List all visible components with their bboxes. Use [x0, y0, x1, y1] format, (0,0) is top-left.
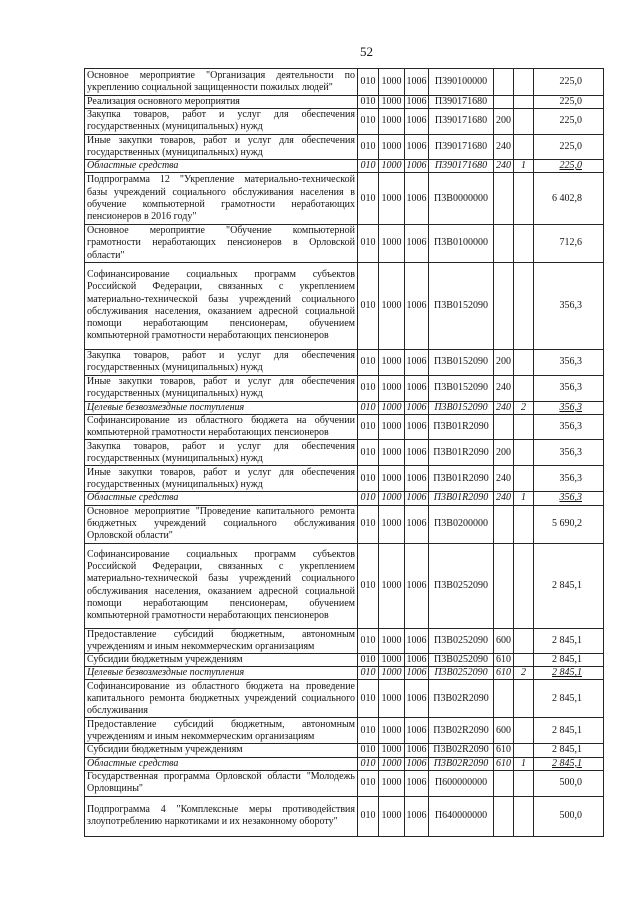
table-row: [85, 505, 604, 543]
funding-source-code: [514, 770, 534, 796]
amount-value: 712,6: [534, 225, 604, 263]
expense-type-code: 610: [494, 757, 514, 770]
row-description: Областные средства: [85, 757, 358, 770]
section-code: 1000: [379, 796, 405, 836]
row-description: Основное мероприятие "Обучение компьютерной грамотности неработающих пенсионеров в Орловской области": [85, 225, 358, 263]
amount-value: 2 845,1: [534, 628, 604, 653]
section-code: 1000: [379, 225, 405, 263]
target-article-code: П390171680: [429, 134, 494, 159]
ministry-code: 010: [358, 505, 379, 543]
subsection-code: 1006: [405, 543, 429, 628]
section-code: 1000: [379, 680, 405, 718]
subsection-code: 1006: [406, 492, 427, 504]
ministry-code: 010: [358, 173, 379, 225]
funding-source-code: [514, 96, 534, 109]
ministry-code: 010: [358, 375, 379, 401]
funding-source-code: [514, 543, 534, 628]
expense-type-code: [494, 225, 514, 263]
row-description: Предоставление субсидий бюджетным, автономным учреждениям и иным некоммерческим организациям: [85, 628, 358, 653]
table-row: [85, 415, 604, 440]
ministry-code: 010: [358, 134, 379, 159]
subsection-code: 1006: [405, 375, 429, 401]
amount-value: 356,3: [534, 415, 604, 440]
funding-source-code: [514, 134, 534, 159]
funding-source-code: [514, 375, 534, 401]
expense-type-code: 240: [494, 466, 514, 492]
expense-type-code: 240: [494, 401, 514, 414]
ministry-code: 010: [358, 401, 379, 414]
subsection-code: 1006: [406, 654, 427, 666]
ministry-code: 010: [358, 160, 379, 173]
expense-type-code: [494, 770, 514, 796]
row-description: Субсидии бюджетным учреждениям: [85, 744, 358, 757]
target-article-code: П600000000: [429, 770, 494, 796]
amount-value: 2 845,1: [534, 680, 604, 718]
amount-value: 2 845,1: [534, 757, 604, 770]
funding-source-code: [514, 744, 534, 757]
row-description: Софинансирование социальных программ субъектов Российской Федерации, связанных с укреплением материально-технической базы учреждений социального обслуживания населения, оказанием адресной социальной помощи неработающим пенсионерам, обучением компьютерной грамотности неработающих пенсионеров: [85, 262, 358, 349]
target-article-code: П3В01R2090: [429, 466, 494, 492]
expense-type-code: [494, 505, 514, 543]
ministry-code: 010: [358, 415, 379, 440]
row-description: Основное мероприятие "Организация деятельности по укреплению социальной защищенности пожилых людей": [85, 69, 358, 96]
funding-source-code: [514, 225, 534, 263]
row-description: Областные средства: [85, 160, 358, 173]
ministry-code: 010: [358, 770, 379, 796]
funding-source-code: [514, 796, 534, 836]
table-row: [85, 349, 604, 375]
section-code: 1000: [379, 492, 405, 505]
funding-source-code: [514, 415, 534, 440]
subsection-code: 1006: [406, 757, 427, 769]
section-code: 1000: [379, 667, 405, 680]
section-code: 1000: [379, 401, 405, 414]
row-description: Софинансирование из областного бюджета на проведение капитального ремонта бюджетных учреждений социального обслуживания: [85, 680, 358, 718]
subsection-code: 1006: [405, 225, 429, 263]
subsection-code: 1006: [405, 505, 429, 543]
amount-value: 356,3: [534, 492, 604, 505]
expense-type-code: [494, 262, 514, 349]
section-code: 1000: [379, 440, 405, 466]
target-article-code: П3В02R2090: [429, 718, 494, 744]
funding-source-code: [514, 680, 534, 718]
amount-value: 225,0: [534, 109, 604, 134]
row-description: Закупка товаров, работ и услуг для обеспечения государственных (муниципальных) нужд: [85, 349, 358, 375]
funding-source-code: [514, 628, 534, 653]
section-code: 1000: [379, 505, 405, 543]
subsection-code: 1006: [405, 69, 429, 96]
subsection-code: 1006: [405, 796, 429, 836]
amount-value: 356,3: [534, 466, 604, 492]
table-row: [85, 375, 604, 401]
ministry-code: 010: [358, 349, 379, 375]
target-article-code: П3В0200000: [429, 505, 494, 543]
funding-source-code: [514, 109, 534, 134]
row-description: Иные закупки товаров, работ и услуг для обеспечения государственных (муниципальных) нужд: [85, 466, 358, 492]
expense-type-code: 240: [494, 375, 514, 401]
subsection-code: 1006: [406, 96, 427, 107]
amount-value: 356,3: [534, 349, 604, 375]
table-row: [85, 134, 604, 159]
table-row: [85, 225, 604, 263]
expense-type-code: 600: [494, 718, 514, 744]
funding-source-code: [514, 69, 534, 96]
page-number: 52: [360, 44, 373, 59]
target-article-code: П390100000: [429, 69, 494, 96]
section-code: 1000: [379, 628, 405, 653]
funding-source-code: [514, 654, 534, 667]
table-row: [85, 628, 604, 653]
section-code: 1000: [379, 173, 405, 225]
subsection-code: 1006: [406, 667, 427, 679]
expense-type-code: 240: [494, 492, 514, 505]
table-row: [85, 466, 604, 492]
section-code: 1000: [379, 96, 405, 109]
target-article-code: П3В02R2090: [429, 680, 494, 718]
target-article-code: П3В0152090: [429, 349, 494, 375]
table-row: [85, 654, 604, 667]
expense-type-code: 610: [494, 667, 514, 680]
row-description: Закупка товаров, работ и услуг для обеспечения государственных (муниципальных) нужд: [85, 440, 358, 466]
subsection-code: 1006: [405, 415, 429, 440]
target-article-code: П3В02R2090: [429, 744, 494, 757]
target-article-code: П3В01R2090: [429, 415, 494, 440]
ministry-code: 010: [358, 96, 379, 109]
funding-source-code: [514, 466, 534, 492]
target-article-code: П640000000: [429, 796, 494, 836]
section-code: 1000: [379, 160, 405, 173]
ministry-code: 010: [358, 492, 379, 505]
target-article-code: П3В01R2090: [429, 492, 494, 505]
ministry-code: 010: [358, 69, 379, 96]
subsection-code: 1006: [405, 466, 429, 492]
ministry-code: 010: [358, 654, 379, 667]
ministry-code: 010: [358, 796, 379, 836]
funding-source-code: 2: [514, 667, 534, 680]
table-row: [85, 401, 604, 414]
subsection-code: 1006: [405, 134, 429, 159]
target-article-code: П3В0252090: [429, 543, 494, 628]
ministry-code: 010: [358, 109, 379, 134]
section-code: 1000: [379, 134, 405, 159]
section-code: 1000: [379, 718, 405, 744]
table-row: [85, 96, 604, 109]
target-article-code: П390171680: [429, 160, 494, 173]
ministry-code: 010: [358, 225, 379, 263]
row-description: Целевые безвозмездные поступления: [85, 401, 358, 414]
row-description: Реализация основного мероприятия: [85, 96, 358, 109]
table-row: [85, 796, 604, 836]
subsection-code: 1006: [405, 440, 429, 466]
ministry-code: 010: [358, 667, 379, 680]
ministry-code: 010: [358, 262, 379, 349]
table-row: [85, 543, 604, 628]
subsection-code: 1006: [405, 628, 429, 653]
section-code: 1000: [379, 69, 405, 96]
expense-type-code: 200: [494, 440, 514, 466]
amount-value: 2 845,1: [534, 543, 604, 628]
section-code: 1000: [379, 466, 405, 492]
ministry-code: 010: [358, 757, 379, 770]
funding-source-code: 1: [514, 757, 534, 770]
row-description: Иные закупки товаров, работ и услуг для обеспечения государственных (муниципальных) нужд: [85, 134, 358, 159]
target-article-code: П3В0152090: [429, 401, 494, 414]
row-description: Областные средства: [85, 492, 358, 505]
subsection-code: 1006: [405, 349, 429, 375]
section-code: 1000: [379, 543, 405, 628]
amount-value: 225,0: [534, 96, 604, 109]
amount-value: 2 845,1: [534, 718, 604, 744]
row-description: Софинансирование социальных программ субъектов Российской Федерации, связанных с укреплением материально-технической базы учреждений социального обслуживания населения, оказанием адресной социальной помощи неработающим пенсионерам, обучением компьютерной грамотности неработающих пенсионеров: [85, 543, 358, 628]
table-row: [85, 262, 604, 349]
amount-value: 356,3: [534, 262, 604, 349]
expense-type-code: 200: [494, 109, 514, 134]
amount-value: 6 402,8: [534, 173, 604, 225]
amount-value: 225,0: [534, 160, 604, 173]
row-description: Подпрограмма 12 "Укрепление материально-технической базы учреждений социального обслуживания населения в обучение компьютерной грамотности неработающих пенсионеров в 2016 году": [85, 173, 358, 225]
funding-source-code: [514, 718, 534, 744]
table-row: [85, 744, 604, 757]
section-code: 1000: [379, 109, 405, 134]
funding-source-code: [514, 173, 534, 225]
amount-value: 500,0: [534, 770, 604, 796]
target-article-code: П3В0252090: [429, 667, 494, 680]
amount-value: 356,3: [534, 401, 604, 414]
funding-source-code: 2: [514, 401, 534, 414]
amount-value: 2 845,1: [534, 667, 604, 680]
subsection-code: 1006: [406, 160, 427, 172]
section-code: 1000: [379, 770, 405, 796]
expense-type-code: 240: [494, 160, 514, 173]
subsection-code: 1006: [406, 744, 427, 756]
amount-value: 5 690,2: [534, 505, 604, 543]
expense-type-code: [494, 69, 514, 96]
expense-type-code: 240: [494, 134, 514, 159]
table-row: [85, 440, 604, 466]
subsection-code: 1006: [406, 401, 427, 413]
row-description: Целевые безвозмездные поступления: [85, 667, 358, 680]
row-description: Основное мероприятие "Проведение капитального ремонта бюджетных учреждений социального обслуживания Орловской области": [85, 505, 358, 543]
ministry-code: 010: [358, 744, 379, 757]
amount-value: 225,0: [534, 134, 604, 159]
target-article-code: П3В0152090: [429, 262, 494, 349]
expense-type-code: [494, 543, 514, 628]
amount-value: 500,0: [534, 796, 604, 836]
subsection-code: 1006: [405, 109, 429, 134]
table-row: [85, 69, 604, 96]
target-article-code: П3В0000000: [429, 173, 494, 225]
expense-type-code: [494, 796, 514, 836]
table-row: [85, 109, 604, 134]
section-code: 1000: [379, 349, 405, 375]
expense-type-code: 610: [494, 654, 514, 667]
target-article-code: П3В0152090: [429, 375, 494, 401]
expense-type-code: 600: [494, 628, 514, 653]
target-article-code: П390171680: [429, 96, 494, 109]
budget-table-body: [85, 69, 604, 837]
table-row: [85, 770, 604, 796]
amount-value: 2 845,1: [534, 744, 604, 757]
amount-value: 2 845,1: [534, 654, 604, 667]
subsection-code: 1006: [405, 173, 429, 225]
row-description: Иные закупки товаров, работ и услуг для обеспечения государственных (муниципальных) нужд: [85, 375, 358, 401]
expense-type-code: 610: [494, 744, 514, 757]
section-code: 1000: [379, 415, 405, 440]
amount-value: 356,3: [534, 440, 604, 466]
ministry-code: 010: [358, 680, 379, 718]
ministry-code: 010: [358, 440, 379, 466]
row-description: Субсидии бюджетным учреждениям: [85, 654, 358, 667]
funding-source-code: [514, 505, 534, 543]
subsection-code: 1006: [405, 770, 429, 796]
target-article-code: П3В01R2090: [429, 440, 494, 466]
row-description: Подпрограмма 4 "Комплексные меры противодействия злоупотреблению наркотиками и их незаконному обороту": [85, 796, 358, 836]
section-code: 1000: [379, 654, 405, 667]
ministry-code: 010: [358, 466, 379, 492]
table-row: [85, 718, 604, 744]
funding-source-code: [514, 349, 534, 375]
subsection-code: 1006: [405, 680, 429, 718]
row-description: Софинансирование из областного бюджета на обучении компьютерной грамотности неработающих пенсионеров: [85, 415, 358, 440]
ministry-code: 010: [358, 543, 379, 628]
table-row: [85, 680, 604, 718]
target-article-code: П3В02R2090: [429, 757, 494, 770]
subsection-code: 1006: [405, 718, 429, 744]
row-description: Государственная программа Орловской области "Молодежь Орловщины": [85, 770, 358, 796]
section-code: 1000: [379, 262, 405, 349]
section-code: 1000: [379, 744, 405, 757]
expense-type-code: [494, 96, 514, 109]
table-row: [85, 492, 604, 505]
ministry-code: 010: [358, 718, 379, 744]
table-row: [85, 667, 604, 680]
table-row: [85, 160, 604, 173]
funding-source-code: 1: [514, 492, 534, 505]
funding-source-code: [514, 440, 534, 466]
amount-value: 356,3: [534, 375, 604, 401]
target-article-code: П3В0252090: [429, 654, 494, 667]
budget-table: [84, 68, 604, 837]
target-article-code: П3В0100000: [429, 225, 494, 263]
funding-source-code: 1: [514, 160, 534, 173]
section-code: 1000: [379, 757, 405, 770]
section-code: 1000: [379, 375, 405, 401]
funding-source-code: [514, 262, 534, 349]
target-article-code: П390171680: [429, 109, 494, 134]
expense-type-code: 200: [494, 349, 514, 375]
expense-type-code: [494, 680, 514, 718]
row-description: Предоставление субсидий бюджетным, автономным учреждениям и иным некоммерческим организациям: [85, 718, 358, 744]
subsection-code: 1006: [405, 262, 429, 349]
amount-value: 225,0: [534, 69, 604, 96]
ministry-code: 010: [358, 628, 379, 653]
target-article-code: П3В0252090: [429, 628, 494, 653]
expense-type-code: [494, 173, 514, 225]
table-row: [85, 757, 604, 770]
table-row: [85, 173, 604, 225]
row-description: Закупка товаров, работ и услуг для обеспечения государственных (муниципальных) нужд: [85, 109, 358, 134]
expense-type-code: [494, 415, 514, 440]
